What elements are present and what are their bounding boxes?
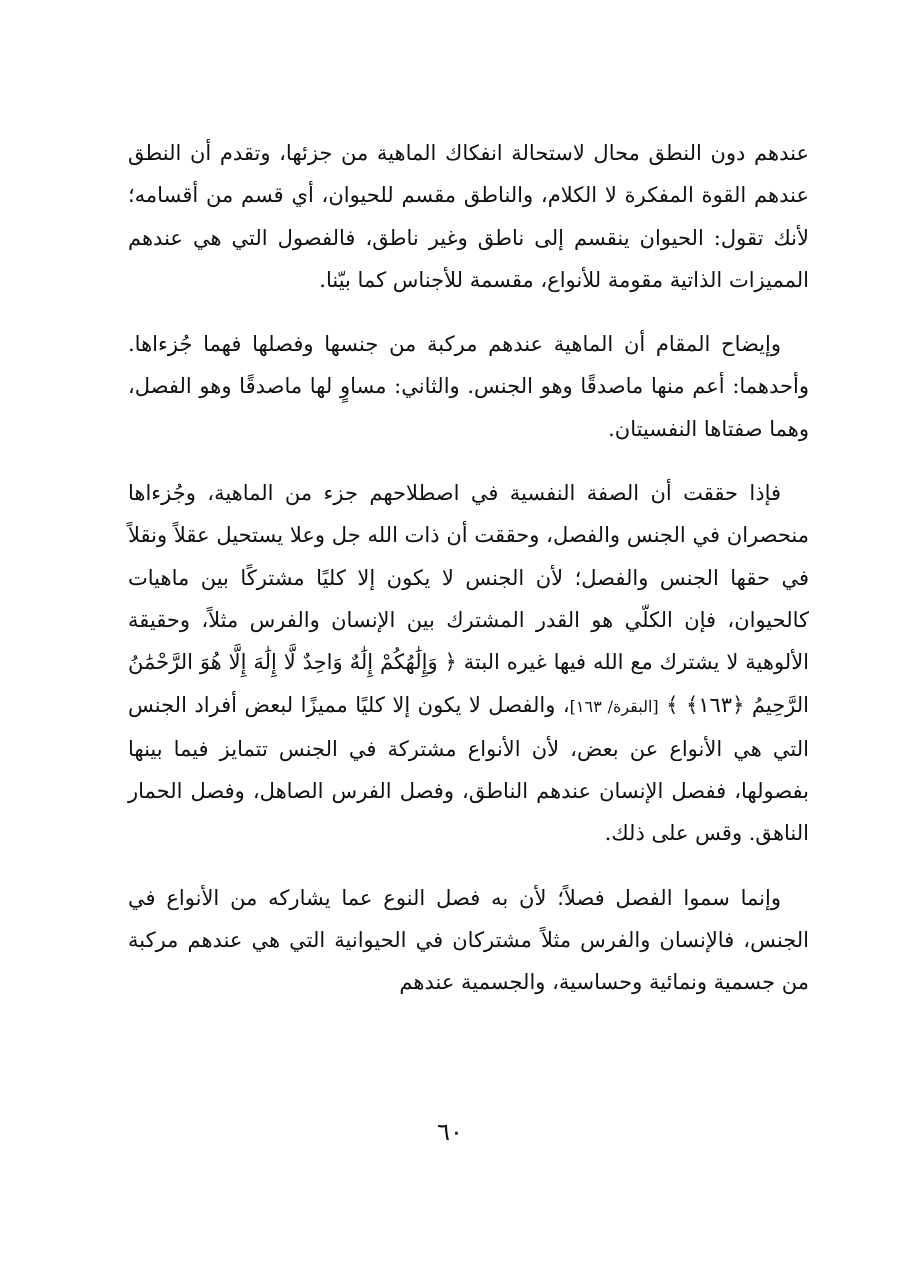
paragraph-3-continuation: ، والفصل لا يكون إلا كليًا مميزًا لبعض أفراد الجنس التي هي الأنواع عن بعض، لأن الأنواع مشتركة في الجنس تتمايز فيما بينها بفصولها، ففصل الإنسان عندهم الناطق، وفصل الفرس الصاهل، وفصل الحمار الناهق. وقس على ذلك. — [128, 692, 809, 846]
paragraph-3 — [128, 472, 809, 855]
paragraph-2: وإيضاح المقام أن الماهية عندهم مركبة من جنسها وفصلها فهما جُزءاها. وأحدهما: أعم منها ماصدقًا وهو الجنس. والثاني: مساوٍ لها ماصدقًا وهو الفصل، وهما صفتاها النفسيتان. — [128, 332, 809, 441]
paragraph-4: وإنما سموا الفصل فصلاً؛ لأن به فصل النوع عما يشاركه من الأنواع في الجنس، فالإنسان والفرس مثلاً مشتركان في الحيوانية التي هي عندهم مركبة من جسمية ونمائية وحساسية، والجسمية عندهم — [128, 885, 809, 995]
body-text — [128, 132, 809, 1026]
quran-reference: [البقرة/ ١٦٣] — [569, 696, 659, 716]
paragraph-1: عندهم دون النطق محال لاستحالة انفكاك الماهية من جزئها، وتقدم أن النطق عندهم القوة المفكرة لا الكلام، والناطق مقسم للحيوان، أي قسم من أقسامه؛ لأنك تقول: الحيوان ينقسم إلى ناطق وغير ناطق، فالفصول التي هي عندهم المميزات الذاتية مقومة للأنواع، مقسمة للأجناس كما بيّنا. — [128, 141, 809, 292]
paragraph-3-text: فإذا حققت أن الصفة النفسية في اصطلاحهم جزء من الماهية، وجُزءاها منحصران في الجنس والفصل، وحققت أن ذات الله جل وعلا يستحيل عقلاً ونقلاً في حقها الجنس والفصل؛ لأن الجنس لا يكون إلا كليًا مشتركًا بين ماهيات كالحيوان، فإن الكلّي هو القدر المشترك بين الإنسان والفرس مثلاً، وحقيقة الألوهية لا يشترك مع الله فيها غيره البتة ﴿ وَإِلَٰهُكُمْ إِلَٰهٌ وَاحِدٌ لَّا إِلَٰهَ إِلَّا هُوَ الرَّحْمَٰنُ الرَّحِيمُ ﴿١٦٣﴾ ﴾ — [128, 481, 809, 717]
page-number: ٦٠ — [437, 1118, 463, 1146]
